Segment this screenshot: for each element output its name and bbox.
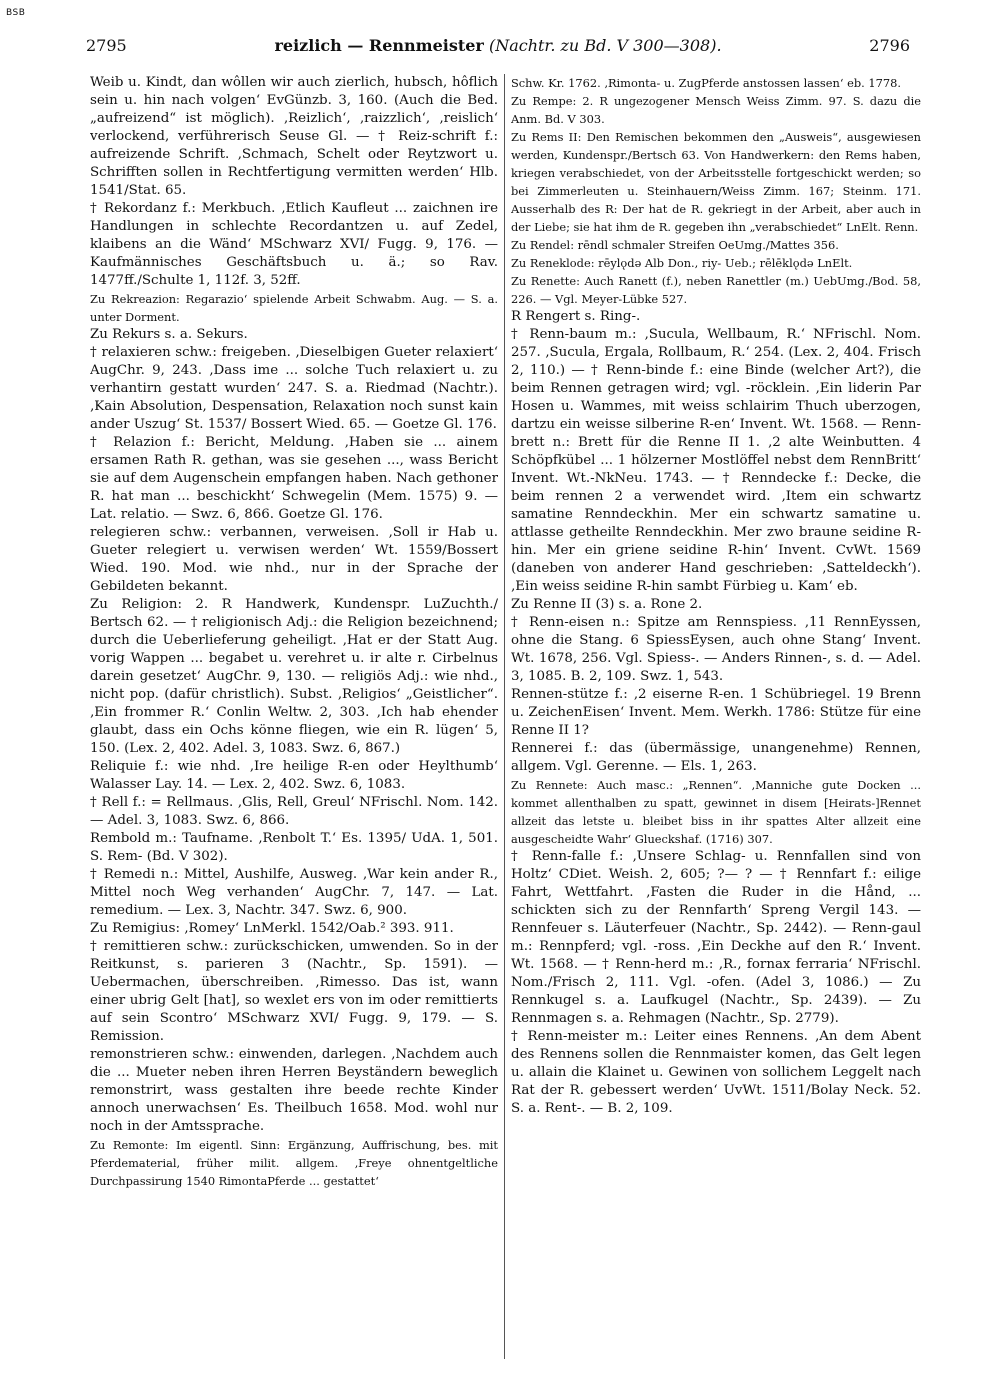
dictionary-entry: † Renn-falle f.: ‚Unsere Schlag- u. Rennfallen sind von Holtz‘ CDiet. Weish. 2, 605; ?— ? — † Rennfart f.: eilige Fahrt, Wettfahrt. ‚Fasten die Ruder in die Hånd, ... schickten sich zu der Rennfarth‘ Spreng Vergil 143. — Rennfeuer s. Läuterfeuer (Nachtr., Sp. 2442). — Renn-gaul m.: Rennpferd; vgl. -ross. ‚Ein Deckhe auf den R.‘ Invent. Wt. 1568. — † Renn-herd m.: ‚R., fornax ferraria‘ NFrischl. Nom./Frisch 2, 111. Vgl. -ofen. (Adel 3, 1086.) — Zu Rennkugel s. a. Laufkugel (Nachtr., Sp. 2439). — Zu Rennmagen s. a. Rehmagen (Nachtr., Sp. 2779). (511, 849, 921, 1026)
dictionary-entry: Zu Rekreazion: Regarazio‘ spielende Arbeit Schwabm. Aug. — S. a. unter Dorment. (90, 292, 498, 324)
dictionary-entry: Zu Rennete: Auch masc.: „Rennen“. ‚Manniche gute Docken ... kommet allenthalben zu spatt, gewinnet in disem [Heirats-]Rennet allzeit das letste u. bleibet biss in ihr spattes Alter allzeit eine ausgescheidte Wahr‘ Glueckshaf. (1716) 307. (511, 778, 921, 846)
dictionary-entry: † Renn-baum m.: ‚Sucula, Wellbaum, R.‘ NFrischl. Nom. 257. ‚Sucula, Ergala, Rollbaum, R.‘ 254. (Lex. 2, 404. Frisch 2, 110.) — † Renn-binde f.: eine Binde (welcher Art?), die beim Rennen getragen wird; vgl. -röcklein. ‚Ein liderin Par Hosen u. Wammes, mit weiss schlairim Thuch uberzogen, dartzu ein weisse silberine R-en‘ Invent. Wt. 1568. — Renn-brett n.: Brett für die Renne II 1. ‚2 alte Weinbutten. 4 Schöpfkübel ... 1 hölzerner Mostlöffel nebst dem RennBritt‘ Invent. Wt.-NkNeu. 1743. — † Renndecke f.: Decke, die beim rennen 2 a verwendet wird. ‚Item ein schwartz samatine Renndeckhin. Mer ein schwartz samatine u. attlasse getheilte Renndeckhin. Mer zwo braune seidine R-hin. Mer ein griene seidine R-hin‘ Invent. CvWt. 1569 (daneben von anderer Hand geschrieben: ‚Satteldeckh‘). ‚Ein weiss seidine R-hin sambt Fürbieg u. Kam‘ eb. (511, 327, 921, 594)
dictionary-entry: † Relazion f.: Bericht, Meldung. ‚Haben sie ... ainem ersamen Rath R. gethan, was sie gesehen ..., wass Bericht sie auf dem Augenschein empfangen haben. Nach gethoner R. hat man ... beschickht‘ Schwegelin (Mem. 1575) 9. — Lat. relatio. — Swz. 6, 866. Goetze Gl. 176. (90, 435, 498, 522)
header-keywords: reizlich — Rennmeister (274, 36, 484, 55)
dictionary-entry: Zu Remonte: Im eigentl. Sinn: Ergänzung, Auffrischung, bes. mit Pferdematerial, früher milit. allgem. ‚Freye ohnentgeltliche Durchpassirung 1540 RimontaPferde ... gestattet‘ (90, 1138, 498, 1188)
library-stamp: BSB (6, 8, 26, 18)
header-subtitle: (Nachtr. zu Bd. V 300—308). (488, 36, 722, 55)
left-page-number: 2795 (86, 36, 127, 55)
dictionary-entry: † Rell f.: = Rellmaus. ‚Glis, Rell, Greul‘ NFrischl. Nom. 142. — Adel. 3, 1083. Swz. 6, 866. (90, 795, 498, 828)
dictionary-entry: † relaxieren schw.: freigeben. ‚Dieselbigen Gueter relaxiert‘ AugChr. 9, 243. ‚Dass ime ... solche Tuch relaxiert u. zu verhantirn gestatt wurden‘ 247. S. a. Riedmad (Nachtr.). ‚Kain Absolution, Despensation, Relaxation noch sunst kain ander Uszug‘ St. 1537/ Bossert Wied. 65. — Goetze Gl. 176. (90, 345, 498, 432)
dictionary-entry: Zu Rempe: 2. R ungezogener Mensch Weiss Zimm. 97. S. dazu die Anm. Bd. V 303. (511, 94, 921, 126)
left-column (90, 74, 498, 1389)
dictionary-entry: † Renn-eisen n.: Spitze am Rennspiess. ‚11 RennEyssen, ohne die Stang. 6 SpiessEysen, auch ohne Stang‘ Invent. Wt. 1678, 256. Vgl. Spiess-. — Anders Rinnen-, s. d. — Adel. 3, 1085. B. 2, 109. Swz. 1, 543. (511, 615, 921, 684)
column-divider (504, 74, 505, 1359)
dictionary-entry: Zu Reneklode: rēylǫdə Alb Don., riy- Ueb.; rēlēklǫdə LnElt. (511, 256, 853, 270)
dictionary-entry: Rennen-stütze f.: ‚2 eiserne R-en. 1 Schübriegel. 19 Brenn u. ZeichenEisen‘ Invent. Mem. Werkh. 1786: Stütze für eine Renne II 1? (511, 687, 921, 738)
dictionary-entry: Weib u. Kindt, dan wôllen wir auch zierlich, hubsch, hôflich sein u. hin nach volgen‘ EvGünzb. 3, 160. (Auch die Bed. „aufreizend“ ist möglich). ‚Reizlich‘, ‚raizzlich‘, ‚reislich‘ verlockend, verführerisch Seuse Gl. — † Reiz-schrift f.: aufreizende Schrift. ‚Schmach, Schelt oder Reytzwort u. Schrifften sollen in Rechtfertigung vermitten werden‘ Hlb. 1541/Stat. 65. (90, 75, 498, 198)
dictionary-entry: Schw. Kr. 1762. ‚Rimonta- u. ZugPferde anstossen lassen‘ eb. 1778. (511, 76, 901, 90)
dictionary-entry: remonstrieren schw.: einwenden, darlegen. ‚Nachdem auch die ... Mueter neben ihren Herren Beyständern beweglich remonstrirt, wass gestalten ihre beede rechte Kinder annoch unerwachsen‘ Es. Theilbuch 1658. Mod. wohl nur noch in der Amtssprache. (90, 1047, 498, 1134)
dictionary-entry: Zu Rekurs s. a. Sekurs. (90, 327, 248, 342)
dictionary-entry: R Rengert s. Ring-. (511, 309, 641, 324)
dictionary-entry: † remittieren schw.: zurückschicken, umwenden. So in der Reitkunst, s. parieren 3 (Nachtr., Sp. 1591). — Uebermachen, überschreiben. ‚Rimesso. Das ist, wann einer ubrig Gelt [hat], so wexlet ers von im oder remittierts auf sein Scontro‘ MSchwarz XVI/ Fugg. 9, 179. — S. Remission. (90, 939, 498, 1044)
dictionary-entry: † Renn-meister m.: Leiter eines Rennens. ‚An dem Abent des Rennens sollen die Rennmaister komen, das Gelt legen u. allain die Klainet u. Gewinen von sollichem Leggelt nach Rat der R. gebessert werden‘ UvWt. 1511/Bolay Neck. 52. S. a. Rent-. — B. 2, 109. (511, 1029, 921, 1116)
dictionary-entry: Zu Renette: Auch Ranett (f.), neben Ranettler (m.) UebUmg./Bod. 58, 226. — Vgl. Meyer-Lübke 527. (511, 274, 921, 306)
dictionary-entry: Zu Renne II (3) s. a. Rone 2. (511, 597, 703, 612)
dictionary-entry: Zu Rendel: rēndl schmaler Streifen OeUmg./Mattes 356. (511, 238, 839, 252)
dictionary-entry: relegieren schw.: verbannen, verweisen. ‚Soll ir Hab u. Gueter relegiert u. verwisen werden‘ Wt. 1559/Bossert Wied. 190. Mod. wie nhd., nur in der Sprache der Gebildeten bekannt. (90, 525, 498, 594)
right-page-number: 2796 (869, 36, 910, 55)
dictionary-entry: † Remedi n.: Mittel, Aushilfe, Ausweg. ‚War kein ander R., Mittel noch Weg verhanden‘ AugChr. 7, 147. — Lat. remedium. — Lex. 3, Nachtr. 347. Swz. 6, 900. (90, 867, 498, 918)
dictionary-entry: Zu Remigius: ‚Romey‘ LnMerkl. 1542/Oab.² 393. 911. (90, 921, 454, 936)
dictionary-entry: Zu Religion: 2. R Handwerk, Kundenspr. LuZuchth./ Bertsch 62. — † religionisch Adj.: die Religion bezeichnend; durch die Ueberlieferung geheiligt. ‚Hat er der Statt Aug. vorig Wappen ... begabet u. verehret u. ir alte r. Cirbelnus darein gesetzet‘ AugChr. 9, 130. — religiös Adj.: wie nhd., nicht pop. (dafür christlich). Subst. ‚Religios‘ „Geistlicher“. ‚Ein frommer R.‘ Conlin Weltw. 2, 303. ‚Ich hab ehender glaubt, dass ein Ochs könne fliegen, wie ein R. lügen‘ 5, 150. (Lex. 2, 402. Adel. 3, 1083. Swz. 6, 867.) (90, 597, 498, 756)
dictionary-entry: Rennerei f.: das (übermässige, unangenehme) Rennen, allgem. Vgl. Gerenne. — Els. 1, 263. (511, 741, 921, 774)
dictionary-entry: Rembold m.: Taufname. ‚Renbolt T.‘ Es. 1395/ UdA. 1, 501. S. Rem- (Bd. V 302). (90, 831, 498, 864)
dictionary-entry: Zu Rems II: Den Remischen bekommen den „Ausweis“, ausgewiesen werden, Kundenspr./Bertsch 63. Von Handwerkern: den Rems haben, kriegen verabschiedet, von der Arbeitsstelle fortgeschickt werden; so bei Zimmerleuten u. Steinhauern/Weiss Zimm. 167; Steinm. 171. Ausserhalb des R: Der hat de R. gekriegt in der Arbeit, aber auch in der Liebe; sie hat ihm de R. gegeben ihn „verabschiedet“ LnElt. Renn. (511, 130, 921, 234)
header-title (86, 34, 910, 58)
running-header (86, 34, 910, 58)
right-column (511, 74, 921, 1389)
dictionary-entry: † Rekordanz f.: Merkbuch. ‚Etlich Kaufleut ... zaichnen ire Handlungen in schlechte Recordantzen u. auf Zedel, klaibens an die Wänd‘ MSchwarz XVI/ Fugg. 9, 176. — Kaufmännisches Geschäftsbuch u. ä.; so Rav. 1477ff./Schulte 1, 112f. 3, 52ff. (90, 201, 498, 288)
dictionary-entry: Reliquie f.: wie nhd. ‚Ire heilige R-en oder Heylthumb‘ Walasser Lay. 14. — Lex. 2, 402. Swz. 6, 1083. (90, 759, 498, 792)
